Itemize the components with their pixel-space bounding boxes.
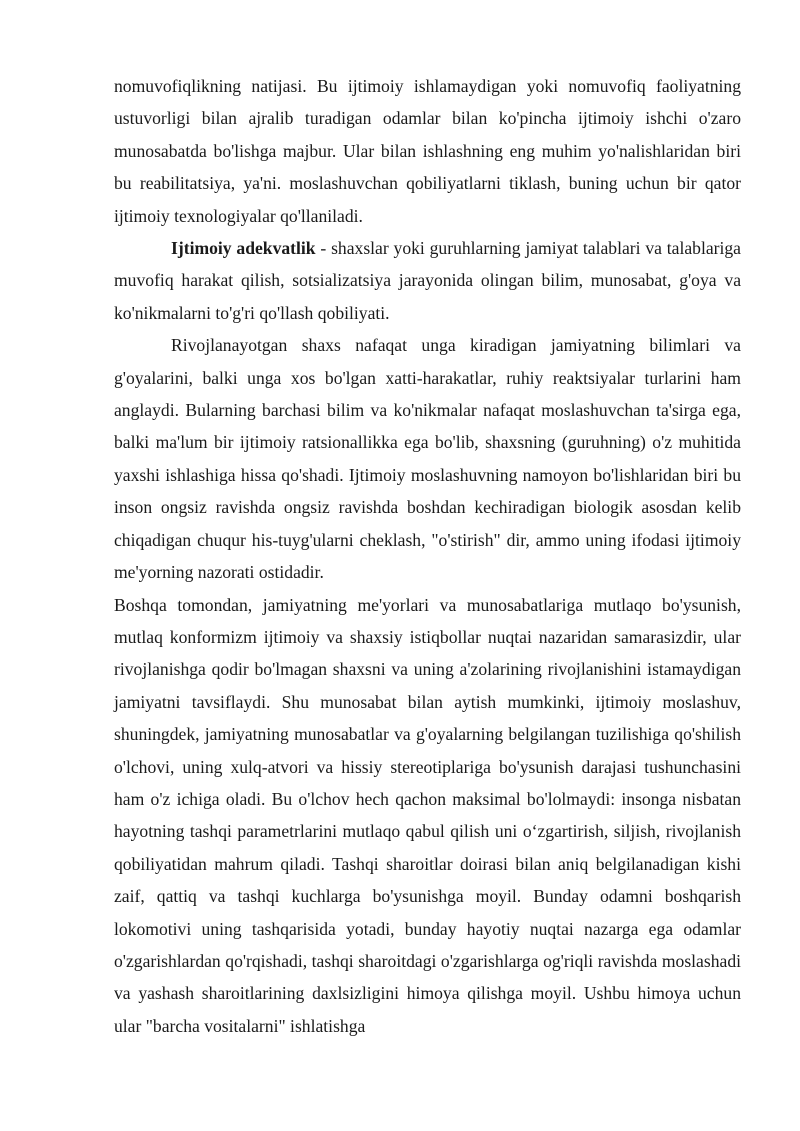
paragraph-continuation: nomuvofiqlikning natijasi. Bu ijtimoiy ishlamaydigan yoki nomuvofiq faoliyatning ustuvorligi bilan ajralib turadigan odamlar bilan ko'pincha ijtimoiy ishchi o'zaro munosabatda bo'lishga majbur. Ular bilan ishlashning eng muhim yo'nalishlaridan biri bu reabilitatsiya, ya'ni. moslashuvchan qobiliyatlarni tiklash, buning uchun bir qator ijtimoiy texnologiyalar qo'llaniladi. [114,76,741,226]
paragraph-body-continued: Boshqa tomondan, jamiyatning me'yorlari va munosabatlariga mutlaqo bo'ysunish, mutlaq konformizm ijtimoiy va shaxsiy istiqbollar nuqtai nazaridan samarasizdir, ular rivojlanishga qodir bo'lmagan shaxsni va uning a'zolarining rivojlanishini istamaydigan jamiyatni tavsiflaydi. Shu munosabat bilan aytish mumkinki, ijtimoiy moslashuv, shuningdek, jamiyatning munosabatlar va g'oyalarning belgilangan tuzilishiga qo'shilish o'lchovi, uning xulq-atvori va hissiy stereotiplariga bo'ysunish darajasi tushunchasini ham o'z ichiga oladi. Bu o'lchov hech qachon maksimal bo'lolmaydi: insonga nisbatan hayotning tashqi parametrlarini mutlaqo qabul qilish uni o‘zgartirish, siljish, rivojlanish qobiliyatidan mahrum qiladi. Tashqi sharoitlar doirasi bilan aniq belgilanadigan kishi zaif, qattiq va tashqi kuchlarga bo'ysunishga moyil. Bunday odamni boshqarish lokomotivi uning tashqarisida yotadi, bunday hayotiy nuqtai nazarga ega odamlar o'zgarishlardan qo'rqishadi, tashqi sharoitdagi o'zgarishlarga og'riqli ravishda moslashadi va yashash sharoitlarining daxlsizligini himoya qilishga moyil. Ushbu himoya uchun ular "barcha vositalarni" ishlatishga [114,594,741,1036]
document-page [114,70,741,1042]
paragraph-body: Rivojlanayotgan shaxs nafaqat unga kiradigan jamiyatning bilimlari va g'oyalarini, balki unga xos bo'lgan xatti-harakatlar, ruhiy reaktsiyalar turlarini ham anglaydi. Bularning barchasi bilim va ko'nikmalar nafaqat moslashuvchan ta'sirga ega, balki ma'lum bir ijtimoiy ratsionallikka ega bo'lib, shaxsning (guruhning) o'z muhitida yaxshi ishlashiga hissa qo'shadi. Ijtimoiy moslashuvning namoyon bo'lishlaridan biri bu inson ongsiz ravishda ongsiz ravishda boshdan kechiradigan biologik asosdan kelib chiqadigan chuqur his-tuyg'ularni cheklash, "o'stirish" dir, ammo uning ifodasi ijtimoiy me'yorning nazorati ostidadir. [114,335,741,583]
definition-text: - shaxslar yoki guruhlarning jamiyat talablari va talablariga muvofiq harakat qilish, sotsializatsiya jarayonida olingan bilim, munosabat, g'oya va ko'nikmalarni to'g'ri qo'llash qobiliyati. [114,238,741,323]
paragraph-definition [114,232,741,329]
defined-term: Ijtimoiy adekvatlik [171,238,316,259]
